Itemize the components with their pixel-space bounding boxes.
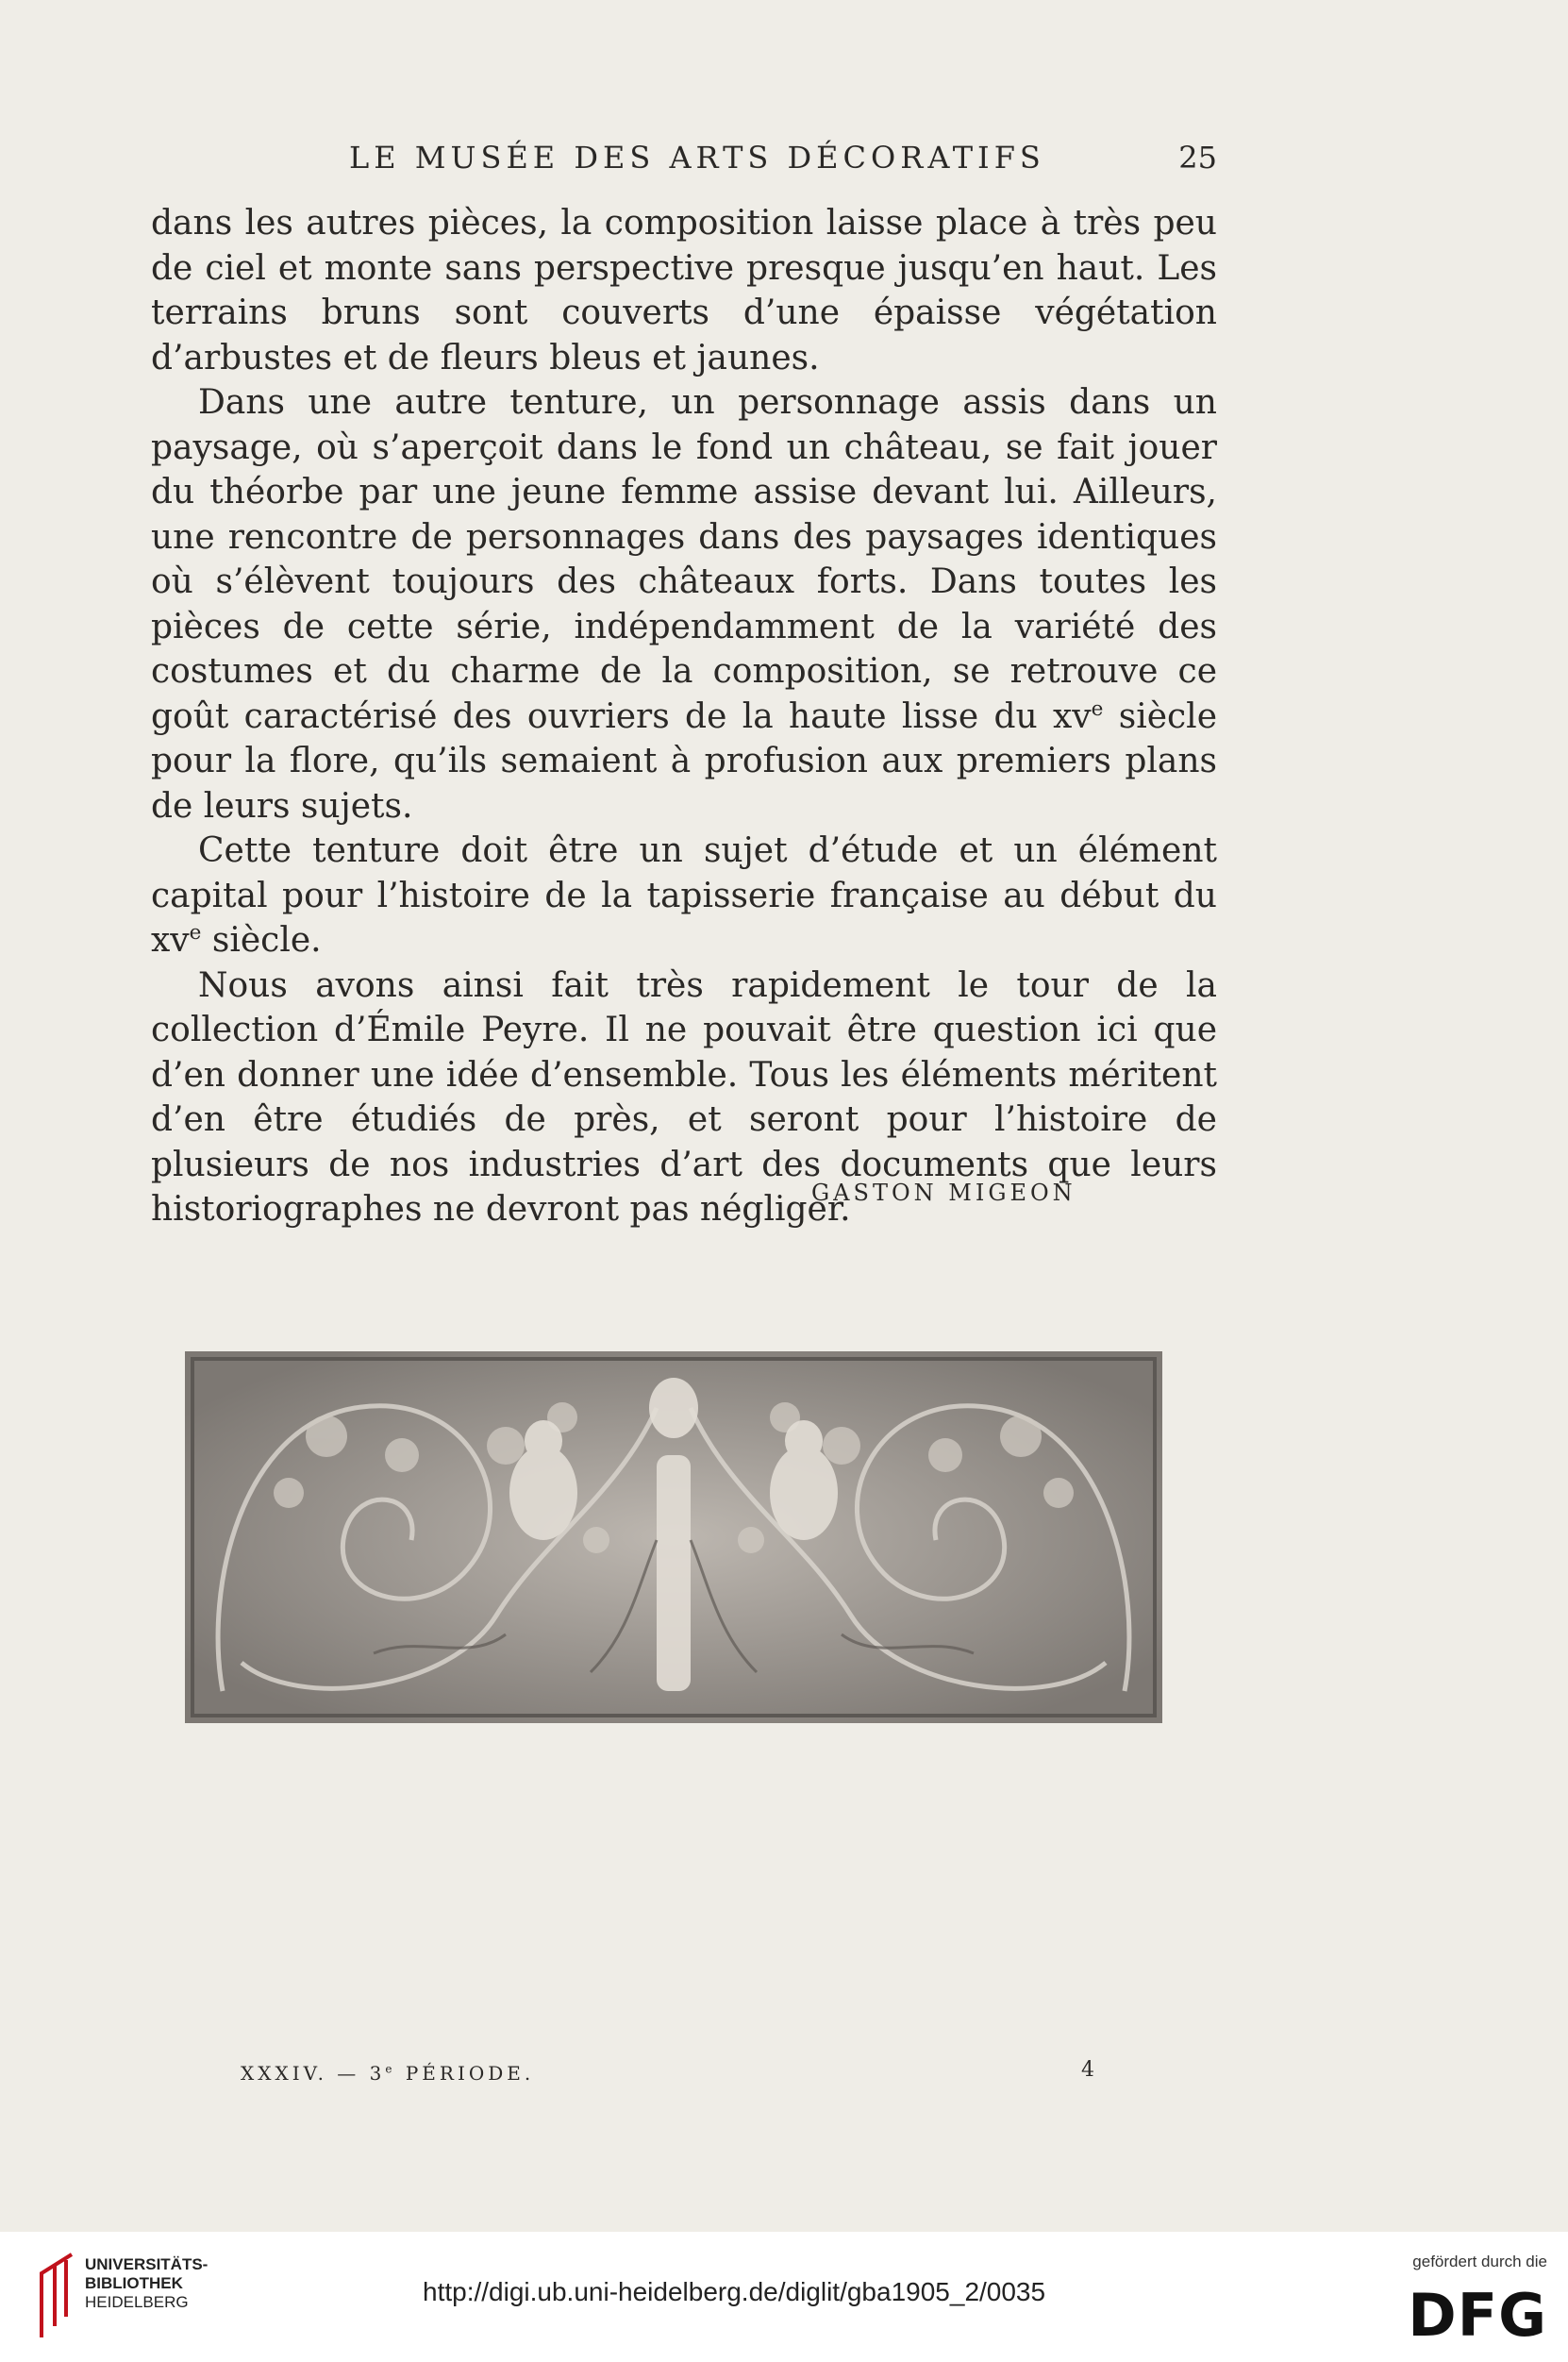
university-library-logo-icon [34,2251,77,2346]
paragraph: Nous avons ainsi fait très rapidement le tour de la collection d’Émile Peyre. Il ne pouvait être question ici que d’en donner une idée d’ensemble. Tous les éléments méritent d’en être étudiés de près, et seront pour l’histoire de plusieurs de nos industries d’art des documents que leurs historiographes ne devront pas négliger. [151,965,1217,1229]
dfg-logo-icon: DFG [1408,2281,1547,2350]
permalink[interactable]: http://digi.ub.uni-heidelberg.de/diglit/gba1905_2/0035 [423,2277,1046,2306]
funding-note: gefördert durch die [1412,2253,1547,2270]
paragraph: Cette tenture doit être un sujet d’étude et un élément capital pour l’histoire de la tapisserie française au début du $xv^e$ siècle. [151,831,1217,960]
signature-mark: XXXIV. — 3e PÉRIODE. [241,2062,535,2085]
library-name: UNIVERSITÄTS- BIBLIOTHEK HEIDELBERG [85,2255,209,2311]
paragraph: dans les autres pièces, la composition laisse place à très peu de ciel et monte sans perspective presque jusqu’en haut. Les terrains bruns sont couverts d’une épaisse végétation d’arbustes et de fleurs bleus et jaunes. [151,204,1217,377]
page-number: 25 [1178,140,1217,176]
carved-relief-illustration [185,1351,1162,1723]
digitization-footer [0,2232,1568,2362]
signature-number: 4 [1081,2058,1094,2082]
author-signature: GASTON MIGEON [811,1180,1076,1206]
running-header [151,140,1217,187]
paragraph: Dans une autre tenture, un personnage assis dans un paysage, où s’aperçoit dans le fond un château, se fait jouer du théorbe par une jeune femme assise devant lui. Ailleurs, une rencontre de personnages dans des paysages identiques où s’élèvent toujours des châteaux forts. Dans toutes les pièces de cette série, indépendamment de la variété des costumes et du charme de la composition, se retrouve ce goût caractérisé des ouvriers de la haute lisse du $xv^e$ siècle pour la flore, qu’ils semaient à profusion aux premiers plans de leurs sujets. [151,383,1217,826]
article-text [151,201,1217,1232]
running-title: LE MUSÉE DES ARTS DÉCORATIFS [349,140,1045,176]
